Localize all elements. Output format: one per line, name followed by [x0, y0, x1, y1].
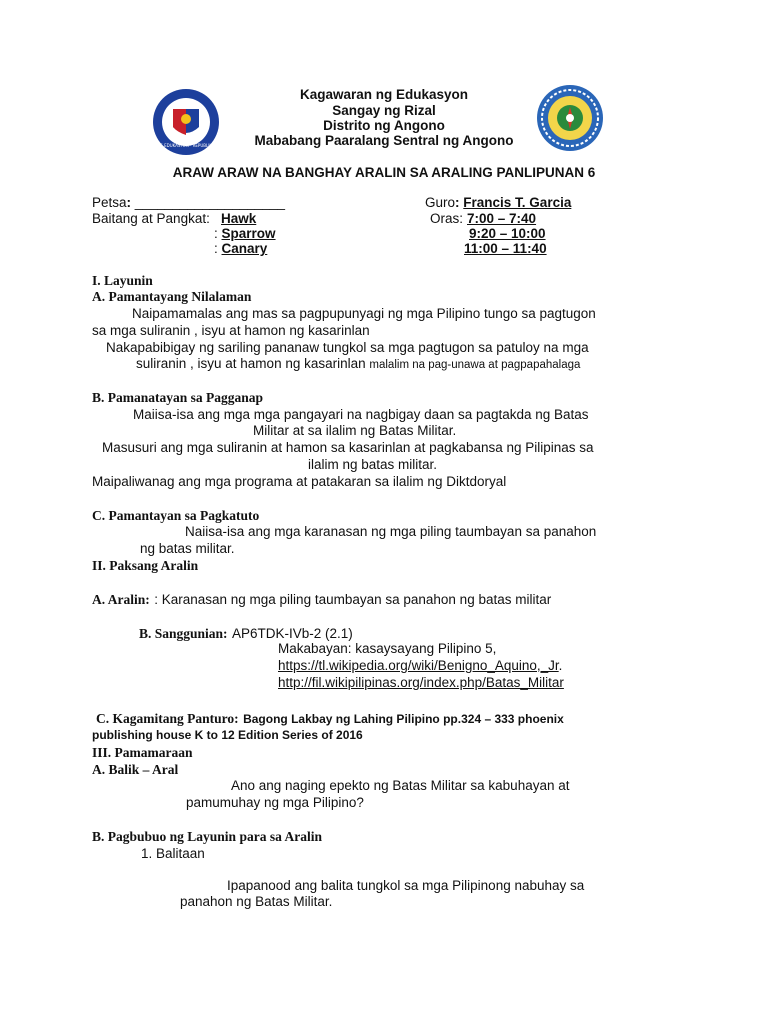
kagamitan-value-line1: Bagong Lakbay ng Lahing Pilipino pp.324 – 333 phoenix — [243, 712, 564, 726]
baitang-label: Baitang at Pangkat: — [92, 211, 210, 226]
petsa-colon: : — [126, 195, 132, 210]
aralin-value: : Karanasan ng mga piling taumbayan sa panahon ng batas militar — [154, 592, 552, 607]
nilalaman-p1-line1: Naipamamalas ang mas sa pagpupunyagi ng mga Pilipino tungo sa pagtugon — [132, 306, 596, 321]
sanggunian-link1-row — [278, 658, 562, 673]
guro-row — [425, 195, 571, 210]
section-heading-pamamaraan: III. Pamamaraan — [92, 745, 193, 760]
section-heading-paksang-aralin: II. Paksang Aralin — [92, 558, 199, 573]
deped-seal-text: KAGAWARAN NG EDUKASYON · REPUBLIKA NG PILIPINAS — [129, 143, 243, 148]
guro-value: Francis T. Garcia — [463, 195, 572, 210]
guro-colon: : — [455, 195, 460, 210]
section-hawk: Hawk — [221, 211, 257, 226]
kagamitan-row — [96, 710, 564, 728]
header-district: Distrito ng Angono — [323, 118, 445, 133]
nilalaman-p1-line2: sa mga suliranin , isyu at hamon ng kasarinlan — [92, 323, 370, 338]
time-canary: 11:00 – 11:40 — [464, 241, 547, 256]
oras-label: Oras: — [430, 211, 464, 226]
pagganap-p2-line1: Masusuri ang mga suliranin at hamon sa kasarinlan at pagkabansa ng Pilipinas sa — [102, 440, 594, 455]
sanggunian-book: Makabayan: kasaysayang Pilipino 5, — [278, 641, 497, 656]
balitaan-line2: panahon ng Batas Militar. — [180, 894, 333, 909]
subheading-balik-aral: A. Balik – Aral — [92, 762, 179, 777]
guro-label: Guro — [425, 195, 456, 210]
header-division: Sangay ng Rizal — [332, 103, 436, 118]
sanggunian-link2[interactable]: http://fil.wikipilipinas.org/index.php/Batas_Militar — [278, 675, 564, 690]
petsa-row — [92, 195, 285, 210]
balik-aral-line1: Ano ang naging epekto ng Batas Militar sa kabuhayan at — [231, 778, 570, 793]
section-sparrow: Sparrow — [221, 226, 276, 241]
kagamitan-label: C. Kagamitang Panturo: — [96, 711, 239, 726]
pagkatuto-line1: Naiisa-isa ang mga karanasan ng mga piling taumbayan sa panahon — [185, 524, 597, 539]
header-agency: Kagawaran ng Edukasyon — [299, 87, 469, 102]
section-canary: Canary — [221, 241, 268, 256]
balitaan-item: 1. Balitaan — [141, 846, 205, 861]
aralin-label: A. Aralin: — [92, 592, 150, 607]
petsa-label: Petsa — [92, 195, 127, 210]
nilalaman-p2-line2 — [136, 356, 580, 371]
subheading-pagbubuo: B. Pagbubuo ng Layunin para sa Aralin — [92, 829, 322, 844]
kagamitan-value-line2: publishing house K to 12 Edition Series of 2016 — [92, 728, 363, 742]
nilalaman-p2-line2b: malalim na pag-unawa at pagpapahalaga — [369, 359, 581, 371]
time-hawk: 7:00 – 7:40 — [467, 211, 537, 226]
pagganap-p3: Maipaliwanag ang mga programa at patakaran sa ilalim ng Diktdoryal — [92, 474, 507, 489]
subheading-pagganap: B. Pamanatayan sa Pagganap — [92, 390, 264, 405]
aralin-row — [92, 591, 551, 609]
pagganap-p1-line2: Militar at sa ilalim ng Batas Militar. — [253, 423, 457, 438]
header-school: Mababang Paaralang Sentral ng Angono — [254, 133, 514, 148]
section-heading-layunin: I. Layunin — [92, 273, 153, 288]
document-title: ARAW ARAW NA BANGHAY ARALIN SA ARALING PANLIPUNAN 6 — [172, 165, 596, 180]
sanggunian-link1-period: . — [558, 658, 563, 673]
sanggunian-label: B. Sanggunian: — [139, 626, 228, 641]
balitaan-line1: Ipapanood ang balita tungkol sa mga Pilipinong nabuhay sa — [227, 878, 585, 893]
nilalaman-p2-line1: Nakapabibigay ng sariling pananaw tungkol sa mga pagtugon sa patuloy na mga — [106, 340, 589, 355]
section-canary-row — [214, 241, 267, 256]
pagganap-p1-line1: Maiisa-isa ang mga mga pangayari na nagbigay daan sa pagtakda ng Batas — [133, 407, 589, 422]
section-sparrow-row — [214, 226, 276, 241]
balik-aral-line2: pamumuhay ng mga Pilipino? — [186, 795, 364, 810]
subheading-pamantayang-nilalaman: A. Pamantayang Nilalaman — [92, 289, 252, 304]
nilalaman-p2-line2a: suliranin , isyu at hamon ng kasarinlan — [136, 356, 366, 371]
sanggunian-link1[interactable]: https://tl.wikipedia.org/wiki/Benigno_Aquino,_Jr — [278, 658, 559, 673]
pagganap-p2-line2: ilalim ng batas militar. — [308, 457, 438, 472]
petsa-blank: ____________________ — [134, 195, 285, 210]
sanggunian-code: AP6TDK-IVb-2 (2.1) — [232, 626, 353, 641]
time-sparrow: 9:20 – 10:00 — [469, 226, 546, 241]
section-canary-colon: : — [214, 241, 218, 256]
subheading-pagkatuto: C. Pamantayan sa Pagkatuto — [92, 508, 260, 523]
pagkatuto-line2: ng batas militar. — [140, 541, 235, 556]
section-sparrow-colon: : — [214, 226, 218, 241]
